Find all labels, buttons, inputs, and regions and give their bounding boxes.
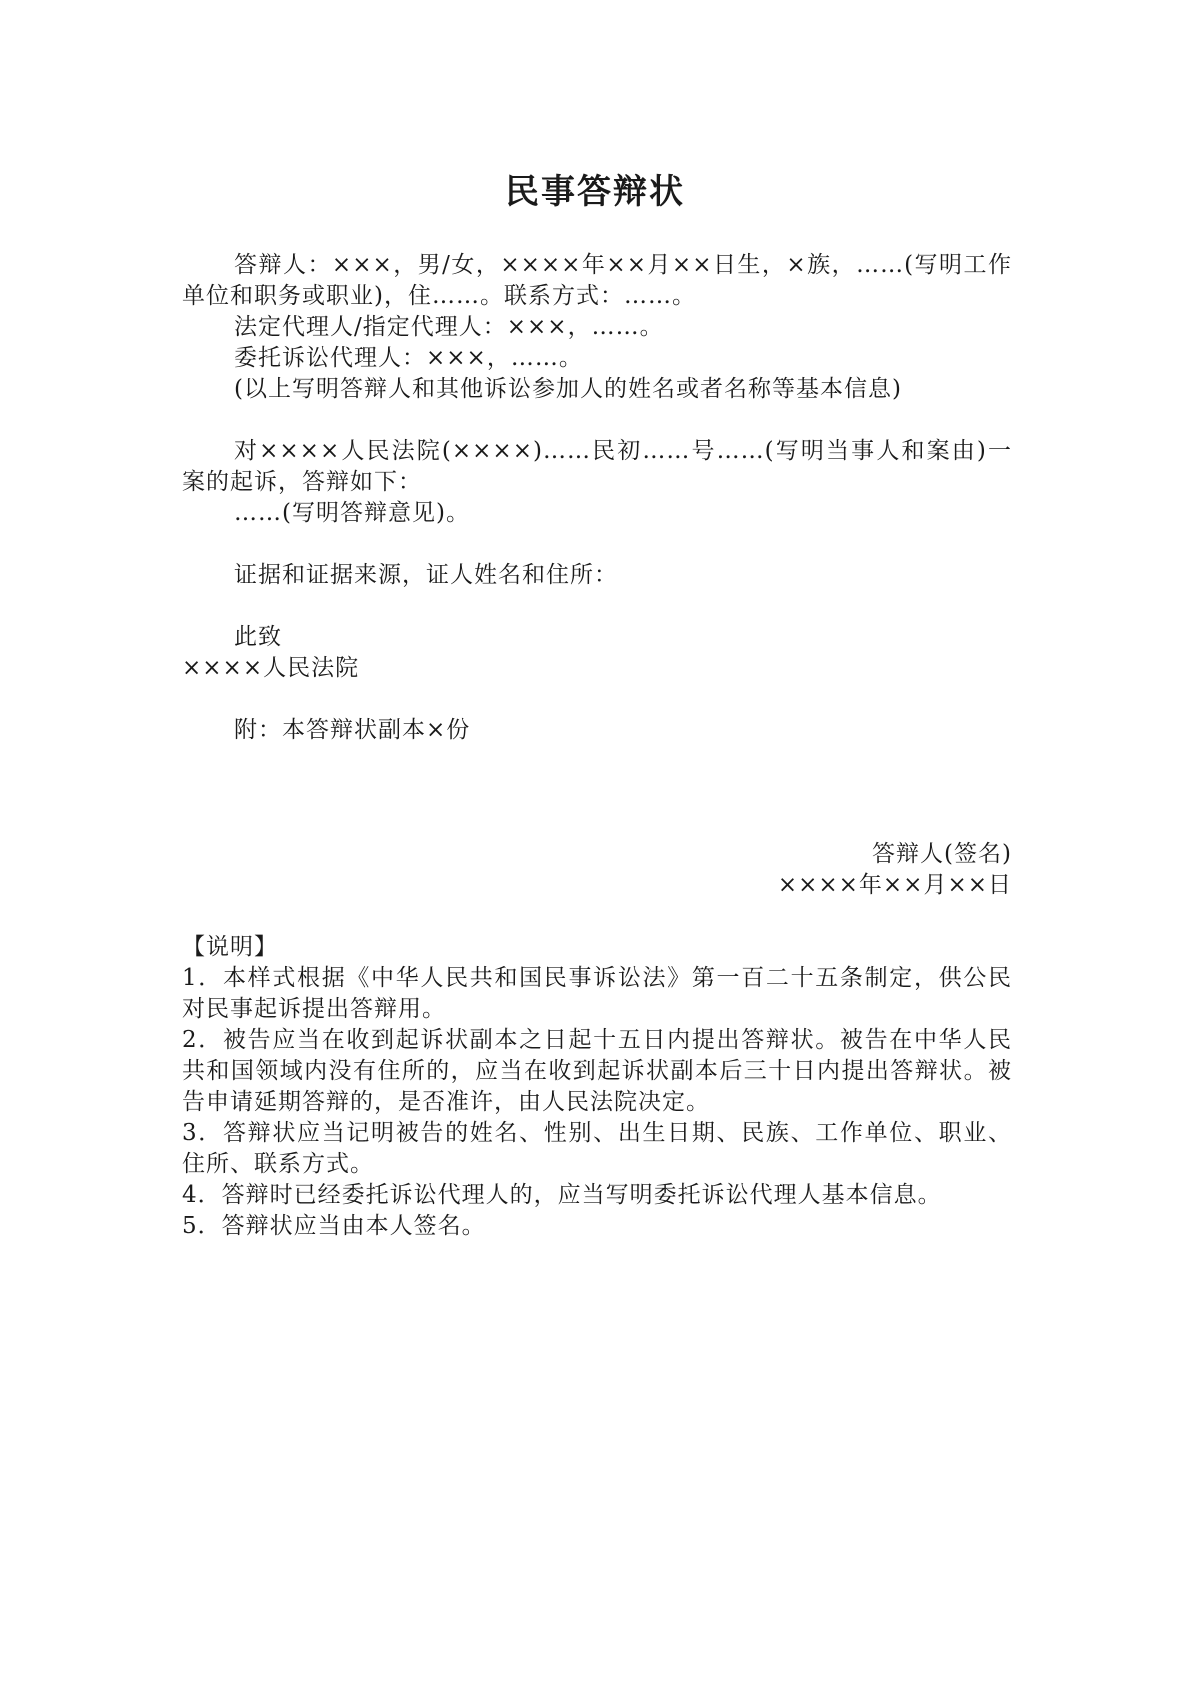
spacer: [182, 405, 1012, 436]
spacer: [182, 684, 1012, 715]
note-item: 2．被告应当在收到起诉状副本之日起十五日内提出答辩状。被告在中华人民共和国领域内没有住所的，应当在收到起诉状副本后三十日内提出答辩状。被告申请延期答辩的，是否准许，由人民法院决定。: [182, 1027, 1012, 1115]
court-name: ××××人民法院: [182, 655, 360, 681]
salutation: 此致: [234, 624, 282, 650]
note-item: 3．答辩状应当记明被告的姓名、性别、出生日期、民族、工作单位、职业、住所、联系方式。: [182, 1120, 1012, 1177]
spacer: [182, 746, 1012, 839]
litigation-agent-line: 委托诉讼代理人：×××，……。: [234, 345, 583, 371]
note-item: 1．本样式根据《中华人民共和国民事诉讼法》第一百二十五条制定，供公民对民事起诉提出答辩用。: [182, 965, 1012, 1022]
case-intro: 对××××人民法院(××××)……民初……号……(写明当事人和案由)一案的起诉，答辩如下：: [182, 438, 1012, 495]
party-info-note: (以上写明答辩人和其他诉讼参加人的姓名或者名称等基本信息): [234, 376, 902, 402]
signature-line: 答辩人(签名): [872, 841, 1012, 867]
evidence-line: 证据和证据来源，证人姓名和住所：: [234, 562, 618, 588]
spacer: [182, 591, 1012, 622]
spacer: [182, 901, 1012, 932]
defense-opinion: ……(写明答辩意见)。: [234, 500, 470, 526]
respondent-line: 答辩人：×××，男/女，××××年××月××日生，×族，……(写明工作单位和职务或职业)，住……。联系方式：……。: [182, 252, 1012, 309]
notes-heading: 【说明】: [182, 934, 278, 960]
spacer: [182, 529, 1012, 560]
legal-representative-line: 法定代理人/指定代理人：×××，……。: [234, 314, 664, 340]
note-item: 4．答辩时已经委托诉讼代理人的，应当写明委托诉讼代理人基本信息。: [182, 1182, 942, 1208]
signature-date: ××××年××月××日: [777, 872, 1012, 898]
document-title: 民事答辩状: [505, 172, 685, 212]
document-body: [182, 250, 1012, 1242]
attachment-line: 附：本答辩状副本×份: [234, 717, 471, 743]
note-item: 5．答辩状应当由本人签名。: [182, 1213, 486, 1239]
